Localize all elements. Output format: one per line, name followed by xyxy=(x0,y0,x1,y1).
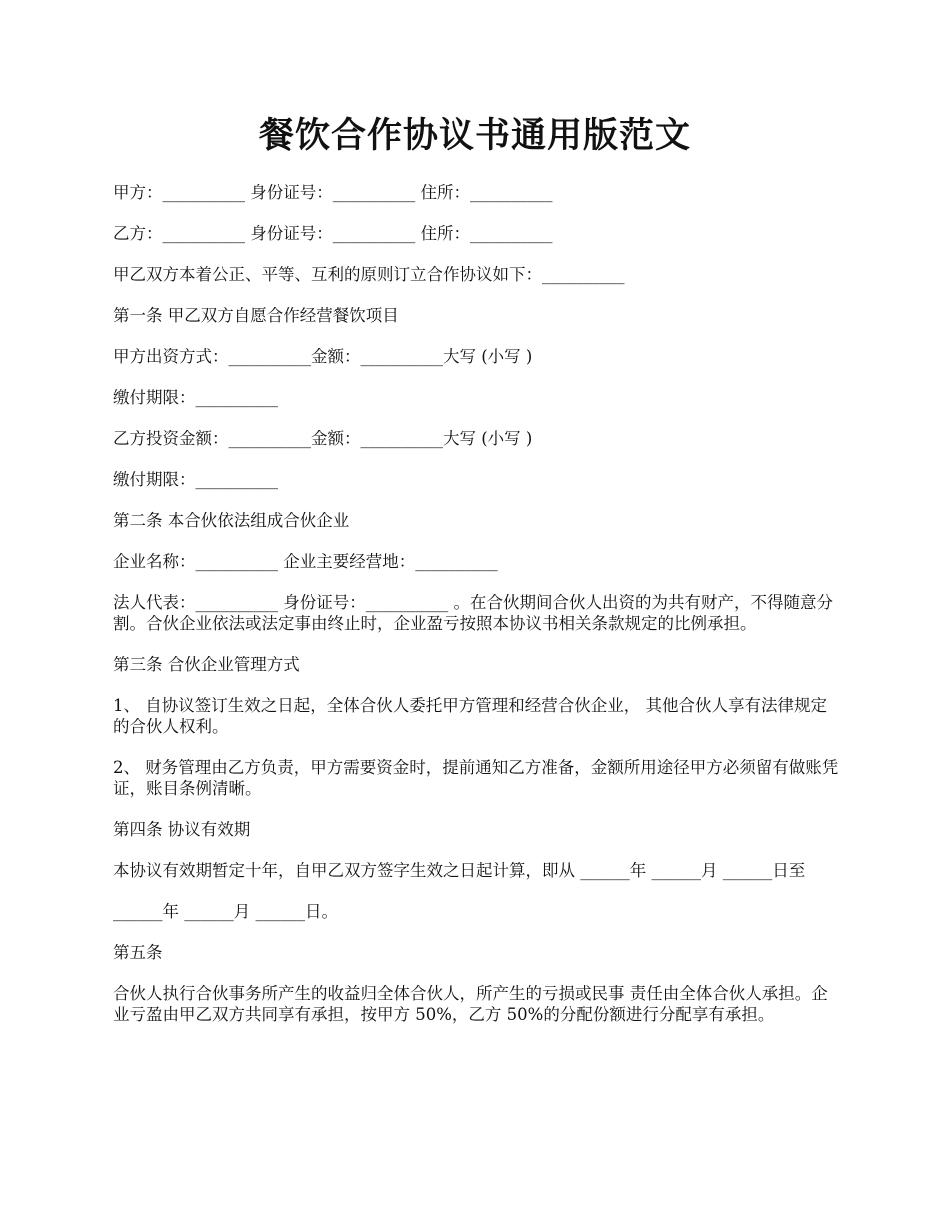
document-title: 餐饮合作协议书通用版范文 xyxy=(258,115,691,156)
agreement-intro: 甲乙双方本着公正、平等、互利的原则订立合作协议如下：__________ xyxy=(113,265,625,284)
profit-loss-paragraph: 合伙人执行合伙事务所产生的收益归全体合伙人，所产生的亏损或民事 责任由全体合伙人承担。企业亏盈由甲乙双方共同享有承担，按甲方 50%，乙方 50%的分配份额进行分配享有承担。 xyxy=(113,984,828,1024)
party-a-investment: 甲方出资方式：__________金额：__________大写 (小写 ) xyxy=(113,347,533,366)
enterprise-name-line: 企业名称：__________ 企业主要经营地：__________ xyxy=(113,552,498,571)
management-clause-2: 2、 财务管理由乙方负责，甲方需要资金时，提前通知乙方准备，金额所用途径甲方必须留有做账凭证，账目条例清晰。 xyxy=(113,758,839,798)
legal-representative-paragraph: 法人代表：__________ 身份证号：__________ 。在合伙期间合伙人出资的为共有财产，不得随意分割。合伙企业依法或法定事由终止时，企业盈亏按照本协议书相关条款规定的比例承担。 xyxy=(113,593,833,633)
article-2-heading: 第二条 本合伙依法组成合伙企业 xyxy=(113,511,350,530)
party-b-line: 乙方：__________ 身份证号：__________ 住所：__________ xyxy=(113,224,553,243)
article-3-heading: 第三条 合伙企业管理方式 xyxy=(113,655,300,674)
article-1-heading: 第一条 甲乙双方自愿合作经营餐饮项目 xyxy=(113,306,399,325)
party-b-payment-deadline: 缴付期限：__________ xyxy=(113,470,278,489)
party-a-payment-deadline: 缴付期限：__________ xyxy=(113,388,278,407)
article-5-heading: 第五条 xyxy=(113,943,163,962)
validity-period-paragraph: 本协议有效期暂定十年，自甲乙双方签字生效之日起计算，即从 ______年 ______月 ______日至 xyxy=(113,861,806,880)
party-a-line: 甲方：__________ 身份证号：__________ 住所：__________ xyxy=(113,183,553,202)
document-body xyxy=(113,182,841,1025)
party-b-investment: 乙方投资金额：__________金额：__________大写 (小写 ) xyxy=(113,429,533,448)
article-4-heading: 第四条 协议有效期 xyxy=(113,820,251,839)
validity-end-date: ______年 ______月 ______日。 xyxy=(113,902,338,921)
management-clause-1: 1、 自协议签订生效之日起，全体合伙人委托甲方管理和经营合伙企业， 其他合伙人享有法律规定的合伙人权利。 xyxy=(113,696,827,736)
